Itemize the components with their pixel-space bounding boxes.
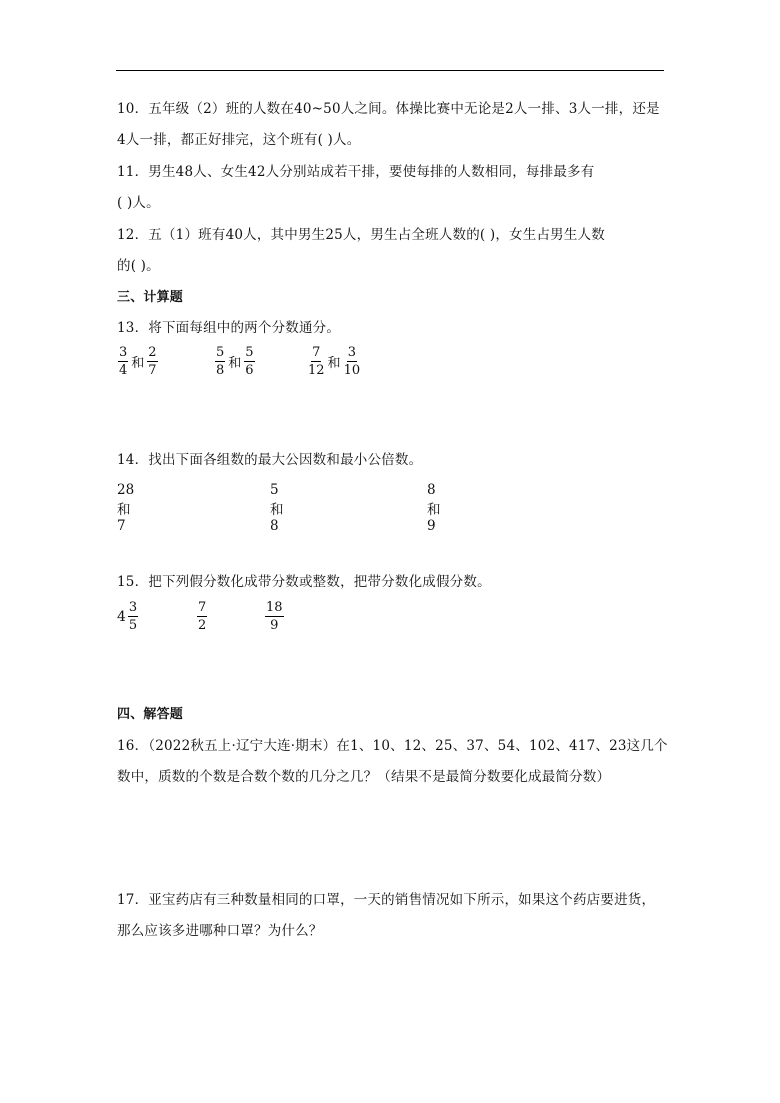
q16-line1: 16．（2022秋五上·辽宁大连·期末）在1、10、12、25、37、54、102、417、23这几个 [117, 738, 668, 754]
and-word: 和 [327, 356, 341, 371]
q15-improper-fraction-1 [196, 600, 208, 633]
q15-prompt: 15．把下列假分数化成带分数或整数，把带分数化成假分数。 [117, 574, 491, 590]
numerator: 5 [216, 345, 225, 360]
q13-pair-3 [307, 345, 361, 378]
denominator: 10 [343, 363, 361, 378]
fraction [118, 345, 128, 378]
q13-pair-1 [117, 345, 159, 378]
and-word: 和 [131, 356, 145, 371]
denominator: 12 [308, 363, 325, 378]
q13-pair-2 [214, 345, 256, 378]
fraction [197, 600, 207, 633]
numerator: 2 [148, 345, 157, 360]
q14-prompt: 14．找出下面各组数的最大公因数和最小公倍数。 [117, 452, 423, 468]
denominator: 6 [245, 363, 254, 378]
q11-line2: ( )人。 [117, 195, 160, 211]
header-rule [116, 70, 664, 71]
section-heading-word-problems: 四、解答题 [117, 707, 184, 722]
fraction [215, 345, 225, 378]
numerator: 5 [245, 345, 254, 360]
fraction [308, 345, 325, 378]
section-heading-calculation: 三、计算题 [117, 290, 184, 305]
q10-line1: 10．五年级（2）班的人数在40~50人之间。体操比赛中无论是2人一排、3人一排，还是 [117, 101, 660, 117]
numerator: 3 [347, 345, 356, 360]
whole-part: 4 [117, 608, 126, 625]
q17-line1: 17．亚宝药店有三种数量相同的口罩，一天的销售情况如下所示，如果这个药店要进货， [117, 892, 656, 908]
q14-group-3: 8和9 [427, 482, 441, 534]
fraction [265, 600, 284, 633]
numerator: 7 [312, 345, 321, 360]
q10-line2: 4人一排，都正好排完，这个班有( )人。 [117, 132, 361, 148]
q16-line2: 数中，质数的个数是合数个数的几分之几？（结果不是最简分数要化成最简分数） [117, 769, 611, 785]
numerator: 3 [119, 345, 128, 360]
q15-mixed-number [117, 600, 139, 633]
denominator: 5 [128, 618, 138, 633]
fraction [344, 345, 361, 378]
q12-line1: 12．五（1）班有40人，其中男生25人，男生占全班人数的( )，女生占男生人数 [117, 227, 605, 243]
q13-prompt: 13．将下面每组中的两个分数通分。 [117, 320, 341, 336]
denominator: 2 [198, 618, 207, 633]
numerator: 3 [128, 600, 138, 615]
denominator: 4 [119, 363, 128, 378]
fraction [147, 345, 157, 378]
numerator: 7 [198, 600, 207, 615]
q11-line1: 11．男生48人、女生42人分别站成若干排，要使每排的人数相同，每排最多有 [117, 164, 595, 180]
q17-line2: 那么应该多进哪种口罩？为什么？ [117, 923, 323, 939]
fraction [244, 345, 254, 378]
denominator: 8 [216, 363, 225, 378]
q15-improper-fraction-2 [264, 600, 285, 633]
and-word: 和 [228, 356, 242, 371]
denominator: 9 [270, 618, 279, 633]
q12-line2: 的( )。 [117, 258, 160, 274]
numerator: 18 [266, 600, 283, 615]
denominator: 7 [148, 363, 157, 378]
q14-group-2: 5和8 [270, 482, 284, 534]
fraction [128, 600, 138, 633]
q14-group-1: 28和7 [117, 482, 135, 534]
